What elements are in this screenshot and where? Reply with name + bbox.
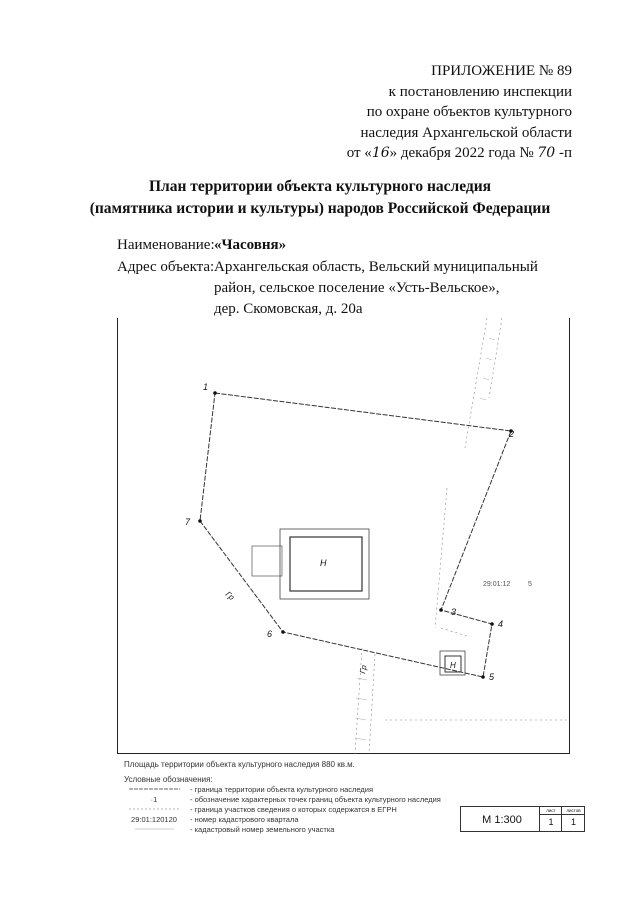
point-label-3: 3 bbox=[451, 607, 457, 617]
road-edge bbox=[489, 318, 502, 398]
building-label: Н bbox=[320, 558, 327, 568]
legend-text: - граница участков сведения о которых содержатся в ЕГРН bbox=[190, 805, 397, 814]
scale-value: М 1:300 bbox=[482, 814, 522, 826]
legend-parcel-symbol bbox=[124, 805, 184, 815]
site-plan bbox=[117, 318, 570, 754]
date-month-year: » декабря 2022 года № bbox=[389, 145, 538, 161]
point-6 bbox=[281, 630, 285, 634]
sheet-column bbox=[539, 807, 562, 831]
hatch-mark bbox=[483, 378, 489, 380]
legend-point-symbol: ·1 bbox=[150, 795, 158, 804]
legend-title: Условные обозначения: bbox=[124, 775, 213, 784]
decree-number: 70 bbox=[537, 145, 556, 161]
sheet-value: 1 bbox=[548, 817, 554, 827]
parcel-edge bbox=[441, 628, 467, 636]
road-label-2: Гр bbox=[358, 664, 369, 675]
title-line-2: (памятника истории и культуры) народов Российской Федерации bbox=[89, 200, 551, 217]
legend-text: - граница территории объекта культурного наследия bbox=[190, 785, 374, 794]
date-suffix: -п bbox=[555, 145, 572, 161]
hatch-mark bbox=[486, 358, 492, 360]
road-hatch bbox=[355, 338, 495, 740]
point-label-1: 1 bbox=[203, 382, 209, 392]
legend-boundary-symbol bbox=[124, 785, 184, 795]
point-3 bbox=[439, 608, 443, 612]
point-label-6: 6 bbox=[267, 629, 273, 639]
address-label: Адрес объекта: bbox=[117, 259, 215, 275]
point-label-5: 5 bbox=[489, 672, 495, 682]
small-building-label: Н bbox=[450, 661, 456, 670]
hatch-mark bbox=[356, 698, 367, 700]
point-7 bbox=[198, 519, 202, 523]
document-title bbox=[0, 176, 640, 220]
legend-text: - кадастровый номер земельного участка bbox=[190, 825, 335, 834]
hatch-mark bbox=[480, 398, 486, 400]
appendix-block bbox=[312, 61, 572, 164]
area-text: Площадь территории объекта культурного наследия 880 кв.м. bbox=[124, 760, 355, 769]
scale-box bbox=[460, 806, 585, 832]
name-label: Наименование: bbox=[117, 237, 215, 253]
legend-quarter-symbol: 29:01:120120 bbox=[131, 815, 177, 824]
building-porch bbox=[252, 546, 282, 576]
legend-text: - номер кадастрового квартала bbox=[190, 815, 299, 824]
point-label-4: 4 bbox=[498, 619, 504, 629]
road-edge bbox=[435, 488, 447, 628]
point-label-7: 7 bbox=[185, 517, 191, 527]
sheets-header: листов bbox=[562, 807, 585, 815]
address-line-2: район, сельское поселение «Усть-Вельское», bbox=[214, 280, 500, 296]
road-label-1: Гр bbox=[223, 589, 236, 602]
title-line-1: План территории объекта культурного наследия bbox=[148, 178, 492, 195]
hatch-mark bbox=[355, 718, 366, 720]
appendix-line-4: наследия Архангельской области bbox=[360, 124, 572, 141]
appendix-number: ПРИЛОЖЕНИЕ № 89 bbox=[431, 63, 572, 79]
main-building bbox=[252, 529, 369, 599]
small-building bbox=[440, 651, 465, 675]
road-edges bbox=[355, 318, 570, 754]
appendix-line-3: по охране объектов культурного bbox=[366, 104, 572, 120]
hatch-mark bbox=[355, 738, 366, 740]
parcel-number: 29:01:12 bbox=[483, 581, 511, 588]
appendix-line-2: к постановлению инспекции bbox=[388, 83, 572, 100]
address-line-3: дер. Скомовская, д. 20а bbox=[214, 301, 363, 317]
point-1 bbox=[213, 391, 217, 395]
date-prefix: от « bbox=[346, 145, 372, 161]
point-5 bbox=[481, 675, 485, 679]
date-day: 16 bbox=[371, 145, 390, 161]
hatch-mark bbox=[357, 678, 367, 680]
appendix-date bbox=[312, 143, 572, 164]
sheet-header: лист bbox=[540, 807, 562, 815]
point-labels bbox=[185, 382, 514, 682]
address-line-1: Архангельская область, Вельский муниципальный bbox=[214, 259, 538, 275]
sheets-column bbox=[561, 807, 585, 831]
territory-boundary bbox=[200, 393, 511, 677]
point-label-2: 2 bbox=[509, 429, 515, 439]
road-edge bbox=[369, 654, 375, 754]
point-4 bbox=[490, 622, 494, 626]
road-edge bbox=[465, 318, 487, 448]
legend-cadastral-symbol bbox=[124, 825, 184, 835]
name-value: «Часовня» bbox=[214, 237, 287, 253]
hatch-mark bbox=[489, 338, 495, 340]
legend-text: - обозначение характерных точек границ объекта культурного наследия bbox=[190, 795, 441, 804]
sheets-value: 1 bbox=[570, 817, 576, 827]
parcel-suffix: 5 bbox=[528, 581, 532, 588]
